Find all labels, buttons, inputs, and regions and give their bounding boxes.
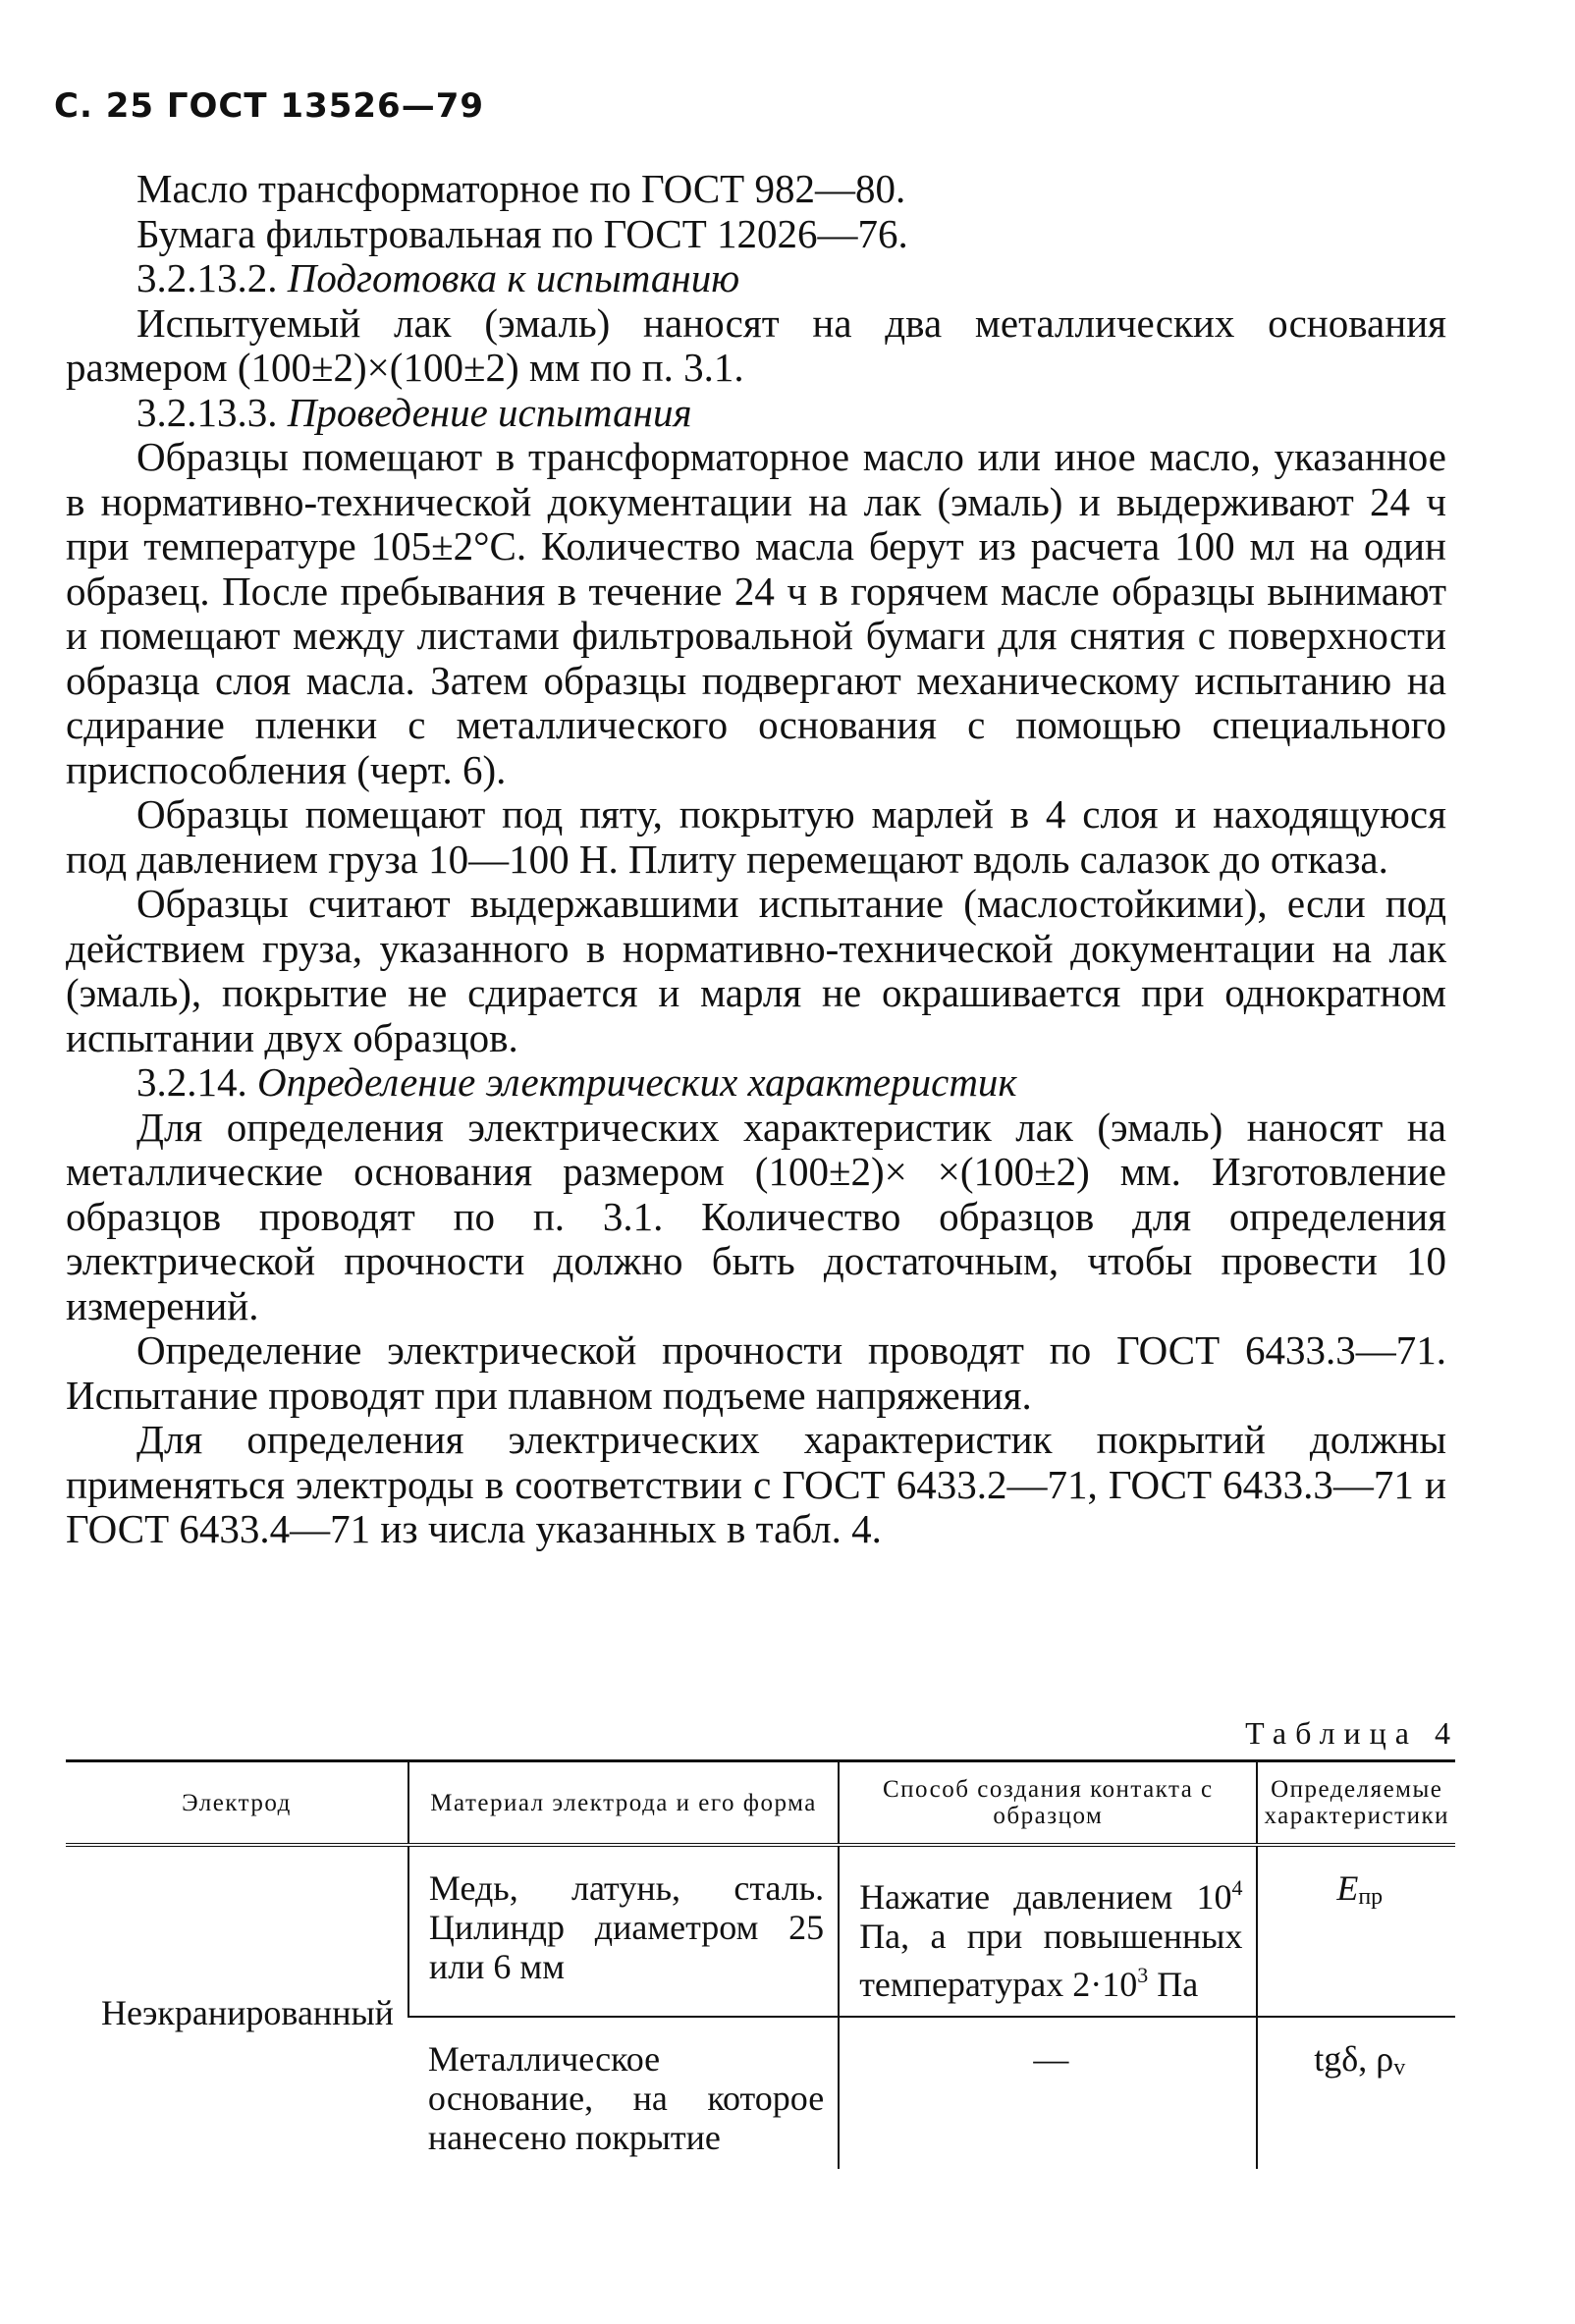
table-4 [66, 1759, 1455, 2169]
electrode-cell: Неэкранированный [101, 1993, 394, 2032]
contact-cell [839, 1845, 1257, 2017]
section-heading [66, 256, 1446, 301]
section-number: 3.2.13.2. [136, 255, 278, 300]
column-header-contact: Способ создания контакта с образцом [839, 1761, 1257, 1846]
column-header-material: Материал электрода и его форма [408, 1761, 839, 1846]
subscript: v [1393, 2055, 1406, 2081]
section-heading [66, 391, 1446, 436]
contact-text: Па, а при повышенных температурах 2·10 [859, 1917, 1243, 2004]
paragraph: Бумага фильтровальная по ГОСТ 12026—76. [136, 210, 908, 256]
paragraph: Для определения электрических характеристик покрытий должны применяться электроды в соответствии с ГОСТ 6433.2—71, ГОСТ 6433.3—71 и ГОСТ 6433.4—71 из числа указанных в табл. 4. [66, 1417, 1446, 1551]
column-header-characteristics: Определяемые характеристики [1257, 1761, 1455, 1846]
section-title: Подготовка к испытанию [287, 255, 740, 300]
section-title: Проведение испытания [287, 389, 692, 435]
material-cell: Медь, латунь, сталь. Цилиндр диаметром 25 или 6 мм [408, 1845, 839, 2017]
paragraph: Для определения электрических характеристик лак (эмаль) наносят на металлические основания размером (100±2)× ×(100±2) мм. Изготовление образцов проводят по п. 3.1. Количество образцов для определения электрической прочности должно быть достаточным, чтобы провести 10 измерений. [66, 1104, 1446, 1328]
column-header-electrode: Электрод [66, 1761, 408, 1846]
paragraph: Образцы помещают в трансформаторное масло или иное масло, указанное в нормативно-технической документации на лак (эмаль) и выдерживают 24 ч при температуре 105±2°С. Количество масла берут из расчета 100 мл на один образец. После пребывания в течение 24 ч в горячем масле образцы вынимают и помещают между листами фильтровальной бумаги для снятия с поверхности образца слоя масла. Затем образцы подвергают механическому испытанию на сдирание пленки с металлического основания с помощью специального приспособления (черт. 6). [66, 434, 1446, 792]
electrodes-table [66, 1759, 1455, 2169]
section-heading [66, 1060, 1446, 1106]
exponent: 3 [1137, 1963, 1149, 1987]
section-title: Определение электрических характеристик [257, 1059, 1017, 1105]
contact-cell: — [839, 2017, 1257, 2169]
material-cell: Металлическое основание, на которое нанесено покрытие [427, 2039, 825, 2157]
section-number: 3.2.14. [136, 1059, 247, 1105]
characteristic-cell [1257, 1845, 1455, 2017]
table-caption: Таблица 4 [1245, 1715, 1459, 1751]
symbol: E [1336, 1868, 1359, 1908]
paragraph: Образцы помещают под пяту, покрытую марлей в 4 слоя и находящуюся под давлением груза 10—100 Н. Плиту перемещают вдоль салазок до отказа. [66, 791, 1446, 882]
table-header-row [66, 1761, 1455, 1846]
table-row [66, 1845, 1455, 2017]
subscript: пр [1358, 1884, 1384, 1910]
section-number: 3.2.13.3. [136, 389, 278, 435]
paragraph: Масло трансформаторное по ГОСТ 982—80. [136, 166, 906, 211]
symbol: tgδ, ρ [1314, 2039, 1394, 2079]
paragraph: Испытуемый лак (эмаль) наносят на два металлических основания размером (100±2)×(100±2) мм по п. 3.1. [66, 299, 1446, 390]
exponent: 4 [1231, 1875, 1243, 1900]
characteristic-cell [1257, 2017, 1455, 2169]
body-text [66, 167, 1446, 1552]
paragraph: Определение электрической прочности проводят по ГОСТ 6433.3—71. Испытание проводят при плавном подъеме напряжения. [66, 1327, 1446, 1418]
contact-text: Па [1148, 1965, 1199, 2004]
page-header: С. 25 ГОСТ 13526—79 [54, 86, 485, 126]
paragraph: Образцы считают выдержавшими испытание (маслостойкими), если под действием груза, указанного в нормативно-технической документации на лак (эмаль), покрытие не сдирается и марля не окрашивается при однократном испытании двух образцов. [66, 881, 1446, 1060]
contact-text: Нажатие давлением 10 [859, 1877, 1232, 1917]
